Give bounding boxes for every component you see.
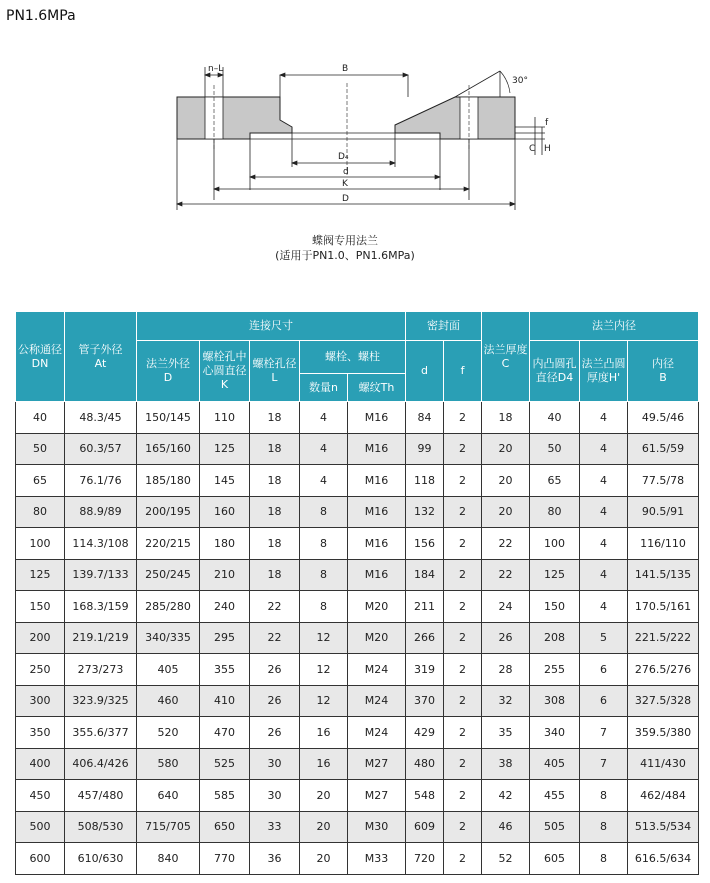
table-cell: 26 bbox=[482, 622, 530, 654]
table-cell: 150/145 bbox=[137, 402, 200, 434]
table-row bbox=[16, 465, 699, 497]
label-h: H bbox=[544, 144, 551, 154]
table-cell: 2 bbox=[444, 465, 482, 497]
table-cell: 400 bbox=[16, 748, 65, 780]
table-cell: 4 bbox=[580, 559, 628, 591]
table-cell: 4 bbox=[300, 433, 348, 465]
header-connection: 连接尺寸 bbox=[137, 312, 406, 341]
table-cell: 221.5/222 bbox=[628, 622, 699, 654]
header-n: 数量n bbox=[300, 374, 348, 402]
table-cell: 340/335 bbox=[137, 622, 200, 654]
table-cell: 548 bbox=[406, 780, 444, 812]
table-cell: M20 bbox=[348, 622, 406, 654]
table-cell: 2 bbox=[444, 654, 482, 686]
table-cell: 255 bbox=[530, 654, 580, 686]
table-cell: 2 bbox=[444, 717, 482, 749]
table-cell: 77.5/78 bbox=[628, 465, 699, 497]
header-inner: 法兰内径 bbox=[530, 312, 699, 341]
table-cell: 125 bbox=[200, 433, 250, 465]
table-cell: 7 bbox=[580, 717, 628, 749]
label-d-outer: D bbox=[342, 194, 349, 204]
table-cell: 370 bbox=[406, 685, 444, 717]
table-cell: 165/160 bbox=[137, 433, 200, 465]
table-cell: 24 bbox=[482, 591, 530, 623]
table-cell: M16 bbox=[348, 433, 406, 465]
table-cell: 139.7/133 bbox=[65, 559, 137, 591]
table-row bbox=[16, 717, 699, 749]
table-cell: 616.5/634 bbox=[628, 843, 699, 875]
table-cell: 2 bbox=[444, 402, 482, 434]
table-cell: 405 bbox=[530, 748, 580, 780]
table-cell: M16 bbox=[348, 496, 406, 528]
table-cell: 455 bbox=[530, 780, 580, 812]
table-cell: 250 bbox=[16, 654, 65, 686]
header-h: 法兰凸圆 厚度H' bbox=[580, 341, 628, 402]
table-cell: 4 bbox=[580, 465, 628, 497]
table-cell: 5 bbox=[580, 622, 628, 654]
table-cell: 505 bbox=[530, 811, 580, 843]
table-cell: M16 bbox=[348, 465, 406, 497]
table-cell: 319 bbox=[406, 654, 444, 686]
table-cell: 508/530 bbox=[65, 811, 137, 843]
table-cell: 720 bbox=[406, 843, 444, 875]
table-cell: 4 bbox=[580, 496, 628, 528]
table-cell: 26 bbox=[250, 685, 300, 717]
table-cell: 4 bbox=[580, 591, 628, 623]
table-cell: 355.6/377 bbox=[65, 717, 137, 749]
table-cell: 76.1/76 bbox=[65, 465, 137, 497]
table-cell: 125 bbox=[16, 559, 65, 591]
table-row bbox=[16, 811, 699, 843]
table-cell: 450 bbox=[16, 780, 65, 812]
table-cell: 605 bbox=[530, 843, 580, 875]
table-cell: 132 bbox=[406, 496, 444, 528]
label-angle: 30° bbox=[512, 76, 528, 86]
table-cell: 18 bbox=[250, 559, 300, 591]
table-cell: 2 bbox=[444, 811, 482, 843]
table-cell: 88.9/89 bbox=[65, 496, 137, 528]
table-cell: 266 bbox=[406, 622, 444, 654]
table-cell: 295 bbox=[200, 622, 250, 654]
table-cell: 350 bbox=[16, 717, 65, 749]
table-cell: 99 bbox=[406, 433, 444, 465]
table-cell: 32 bbox=[482, 685, 530, 717]
table-cell: 42 bbox=[482, 780, 530, 812]
table-cell: 359.5/380 bbox=[628, 717, 699, 749]
table-cell: 470 bbox=[200, 717, 250, 749]
table-row bbox=[16, 748, 699, 780]
table-cell: 2 bbox=[444, 559, 482, 591]
table-cell: 12 bbox=[300, 654, 348, 686]
table-cell: 18 bbox=[250, 496, 300, 528]
table-cell: 150 bbox=[530, 591, 580, 623]
table-cell: 2 bbox=[444, 528, 482, 560]
table-cell: M27 bbox=[348, 780, 406, 812]
table-cell: 48.3/45 bbox=[65, 402, 137, 434]
table-cell: 50 bbox=[16, 433, 65, 465]
table-cell: 116/110 bbox=[628, 528, 699, 560]
table-cell: 180 bbox=[200, 528, 250, 560]
table-cell: 200/195 bbox=[137, 496, 200, 528]
label-b: B bbox=[342, 64, 349, 74]
table-cell: 8 bbox=[300, 528, 348, 560]
table-cell: 4 bbox=[580, 528, 628, 560]
table-cell: 20 bbox=[482, 465, 530, 497]
label-d4: D₄ bbox=[338, 152, 349, 162]
table-cell: M16 bbox=[348, 559, 406, 591]
header-b: 内径 B bbox=[628, 341, 699, 402]
header-seal: 密封面 bbox=[406, 312, 482, 341]
header-at: 管子外径 At bbox=[65, 312, 137, 402]
table-cell: 525 bbox=[200, 748, 250, 780]
table-cell: 38 bbox=[482, 748, 530, 780]
table-cell: 20 bbox=[300, 811, 348, 843]
table-cell: 65 bbox=[16, 465, 65, 497]
table-cell: 585 bbox=[200, 780, 250, 812]
table-cell: 250/245 bbox=[137, 559, 200, 591]
table-cell: 650 bbox=[200, 811, 250, 843]
table-cell: M24 bbox=[348, 717, 406, 749]
table-cell: 28 bbox=[482, 654, 530, 686]
table-cell: 33 bbox=[250, 811, 300, 843]
table-cell: 457/480 bbox=[65, 780, 137, 812]
header-th: 螺纹Th bbox=[348, 374, 406, 402]
table-cell: 150 bbox=[16, 591, 65, 623]
table-row bbox=[16, 433, 699, 465]
table-cell: M16 bbox=[348, 528, 406, 560]
drawing-caption-title: 蝶阀专用法兰 bbox=[312, 234, 378, 247]
table-cell: 4 bbox=[580, 402, 628, 434]
table-cell: 480 bbox=[406, 748, 444, 780]
table-cell: 22 bbox=[482, 528, 530, 560]
table-cell: 2 bbox=[444, 433, 482, 465]
table-cell: 4 bbox=[580, 433, 628, 465]
table-cell: 36 bbox=[250, 843, 300, 875]
table-cell: 2 bbox=[444, 591, 482, 623]
table-cell: 141.5/135 bbox=[628, 559, 699, 591]
table-cell: 240 bbox=[200, 591, 250, 623]
table-body bbox=[16, 402, 699, 875]
table-cell: 20 bbox=[300, 780, 348, 812]
table-cell: 208 bbox=[530, 622, 580, 654]
table-cell: 2 bbox=[444, 843, 482, 875]
table-cell: 12 bbox=[300, 622, 348, 654]
label-nl: n–L bbox=[208, 64, 224, 74]
table-cell: 125 bbox=[530, 559, 580, 591]
table-cell: 211 bbox=[406, 591, 444, 623]
table-cell: 8 bbox=[580, 780, 628, 812]
table-cell: 6 bbox=[580, 654, 628, 686]
table-cell: 18 bbox=[250, 402, 300, 434]
table-cell: 80 bbox=[530, 496, 580, 528]
table-cell: 410 bbox=[200, 685, 250, 717]
table-cell: 276.5/276 bbox=[628, 654, 699, 686]
table-cell: M27 bbox=[348, 748, 406, 780]
table-cell: 640 bbox=[137, 780, 200, 812]
flange-spec-table bbox=[15, 311, 699, 875]
table-cell: 429 bbox=[406, 717, 444, 749]
table-cell: 460 bbox=[137, 685, 200, 717]
table-cell: 4 bbox=[300, 465, 348, 497]
table-cell: 411/430 bbox=[628, 748, 699, 780]
table-cell: 405 bbox=[137, 654, 200, 686]
table-cell: 7 bbox=[580, 748, 628, 780]
table-row bbox=[16, 496, 699, 528]
table-cell: 40 bbox=[530, 402, 580, 434]
table-cell: 184 bbox=[406, 559, 444, 591]
table-cell: 355 bbox=[200, 654, 250, 686]
table-cell: 6 bbox=[580, 685, 628, 717]
table-cell: 580 bbox=[137, 748, 200, 780]
table-cell: M20 bbox=[348, 591, 406, 623]
table-cell: 210 bbox=[200, 559, 250, 591]
table-cell: 16 bbox=[300, 717, 348, 749]
table-cell: 20 bbox=[300, 843, 348, 875]
table-cell: 22 bbox=[482, 559, 530, 591]
table-cell: 323.9/325 bbox=[65, 685, 137, 717]
table-cell: 80 bbox=[16, 496, 65, 528]
table-cell: 285/280 bbox=[137, 591, 200, 623]
table-cell: M33 bbox=[348, 843, 406, 875]
table-cell: 22 bbox=[250, 622, 300, 654]
table-cell: 22 bbox=[250, 591, 300, 623]
table-cell: M16 bbox=[348, 402, 406, 434]
table-cell: 156 bbox=[406, 528, 444, 560]
table-cell: 18 bbox=[250, 465, 300, 497]
table-cell: 26 bbox=[250, 717, 300, 749]
table-cell: 185/180 bbox=[137, 465, 200, 497]
table-cell: 406.4/426 bbox=[65, 748, 137, 780]
table-cell: 4 bbox=[300, 402, 348, 434]
table-row bbox=[16, 591, 699, 623]
table-cell: M24 bbox=[348, 654, 406, 686]
table-cell: 2 bbox=[444, 496, 482, 528]
table-cell: 46 bbox=[482, 811, 530, 843]
table-cell: 60.3/57 bbox=[65, 433, 137, 465]
table-cell: 8 bbox=[300, 559, 348, 591]
table-row bbox=[16, 654, 699, 686]
table-cell: 160 bbox=[200, 496, 250, 528]
table-cell: 30 bbox=[250, 780, 300, 812]
table-cell: 20 bbox=[482, 433, 530, 465]
table-cell: 18 bbox=[250, 433, 300, 465]
table-row bbox=[16, 402, 699, 434]
table-cell: 50 bbox=[530, 433, 580, 465]
table-cell: 500 bbox=[16, 811, 65, 843]
table-cell: 8 bbox=[580, 843, 628, 875]
table-cell: 20 bbox=[482, 496, 530, 528]
table-cell: 16 bbox=[300, 748, 348, 780]
table-cell: 100 bbox=[16, 528, 65, 560]
header-d: d bbox=[406, 341, 444, 402]
table-cell: 2 bbox=[444, 622, 482, 654]
table-cell: 65 bbox=[530, 465, 580, 497]
table-cell: 8 bbox=[300, 496, 348, 528]
table-cell: 170.5/161 bbox=[628, 591, 699, 623]
table-cell: 2 bbox=[444, 748, 482, 780]
table-cell: 2 bbox=[444, 780, 482, 812]
table-cell: 84 bbox=[406, 402, 444, 434]
table-cell: 168.3/159 bbox=[65, 591, 137, 623]
table-cell: 118 bbox=[406, 465, 444, 497]
table-cell: 520 bbox=[137, 717, 200, 749]
page-title: PN1.6MPa bbox=[6, 8, 76, 24]
table-cell: 8 bbox=[300, 591, 348, 623]
label-f: f bbox=[545, 118, 549, 128]
header-c: 法兰厚度 C bbox=[482, 312, 530, 402]
table-row bbox=[16, 622, 699, 654]
table-row bbox=[16, 843, 699, 875]
label-c: C bbox=[529, 144, 536, 154]
header-k: 螺栓孔中 心圆直径 K bbox=[200, 341, 250, 402]
header-d-outer: 法兰外径 D bbox=[137, 341, 200, 402]
table-cell: 114.3/108 bbox=[65, 528, 137, 560]
table-cell: 308 bbox=[530, 685, 580, 717]
table-cell: 840 bbox=[137, 843, 200, 875]
table-cell: 90.5/91 bbox=[628, 496, 699, 528]
table-cell: 715/705 bbox=[137, 811, 200, 843]
table-cell: 219.1/219 bbox=[65, 622, 137, 654]
header-bolt: 螺栓、螺柱 bbox=[300, 341, 406, 374]
table-cell: 220/215 bbox=[137, 528, 200, 560]
table-cell: 30 bbox=[250, 748, 300, 780]
table-cell: 300 bbox=[16, 685, 65, 717]
table-cell: M30 bbox=[348, 811, 406, 843]
header-l: 螺栓孔径 L bbox=[250, 341, 300, 402]
table-cell: 52 bbox=[482, 843, 530, 875]
table-cell: 513.5/534 bbox=[628, 811, 699, 843]
table-cell: 327.5/328 bbox=[628, 685, 699, 717]
header-dn: 公称通径 DN bbox=[16, 312, 65, 402]
table-cell: 49.5/46 bbox=[628, 402, 699, 434]
table-row bbox=[16, 685, 699, 717]
table-cell: 26 bbox=[250, 654, 300, 686]
flange-drawing bbox=[150, 55, 570, 215]
table-cell: 61.5/59 bbox=[628, 433, 699, 465]
label-k: K bbox=[342, 179, 348, 189]
table-cell: 200 bbox=[16, 622, 65, 654]
table-cell: 610/630 bbox=[65, 843, 137, 875]
table-cell: 12 bbox=[300, 685, 348, 717]
table-cell: 2 bbox=[444, 685, 482, 717]
table-cell: 145 bbox=[200, 465, 250, 497]
table-cell: 340 bbox=[530, 717, 580, 749]
table-row bbox=[16, 559, 699, 591]
header-d4: 内凸圆孔 直径D4 bbox=[530, 341, 580, 402]
table-cell: 273/273 bbox=[65, 654, 137, 686]
table-cell: 40 bbox=[16, 402, 65, 434]
drawing-caption-subtitle: (适用于PN1.0、PN1.6MPa) bbox=[275, 249, 415, 262]
table-cell: 770 bbox=[200, 843, 250, 875]
table-cell: 8 bbox=[580, 811, 628, 843]
table-cell: 110 bbox=[200, 402, 250, 434]
table-row bbox=[16, 528, 699, 560]
table-cell: M24 bbox=[348, 685, 406, 717]
table-cell: 100 bbox=[530, 528, 580, 560]
table-cell: 35 bbox=[482, 717, 530, 749]
table-row bbox=[16, 780, 699, 812]
table-cell: 18 bbox=[250, 528, 300, 560]
label-d: d bbox=[343, 167, 349, 177]
table-cell: 18 bbox=[482, 402, 530, 434]
table-cell: 609 bbox=[406, 811, 444, 843]
table-cell: 462/484 bbox=[628, 780, 699, 812]
header-f: f bbox=[444, 341, 482, 402]
table-cell: 600 bbox=[16, 843, 65, 875]
